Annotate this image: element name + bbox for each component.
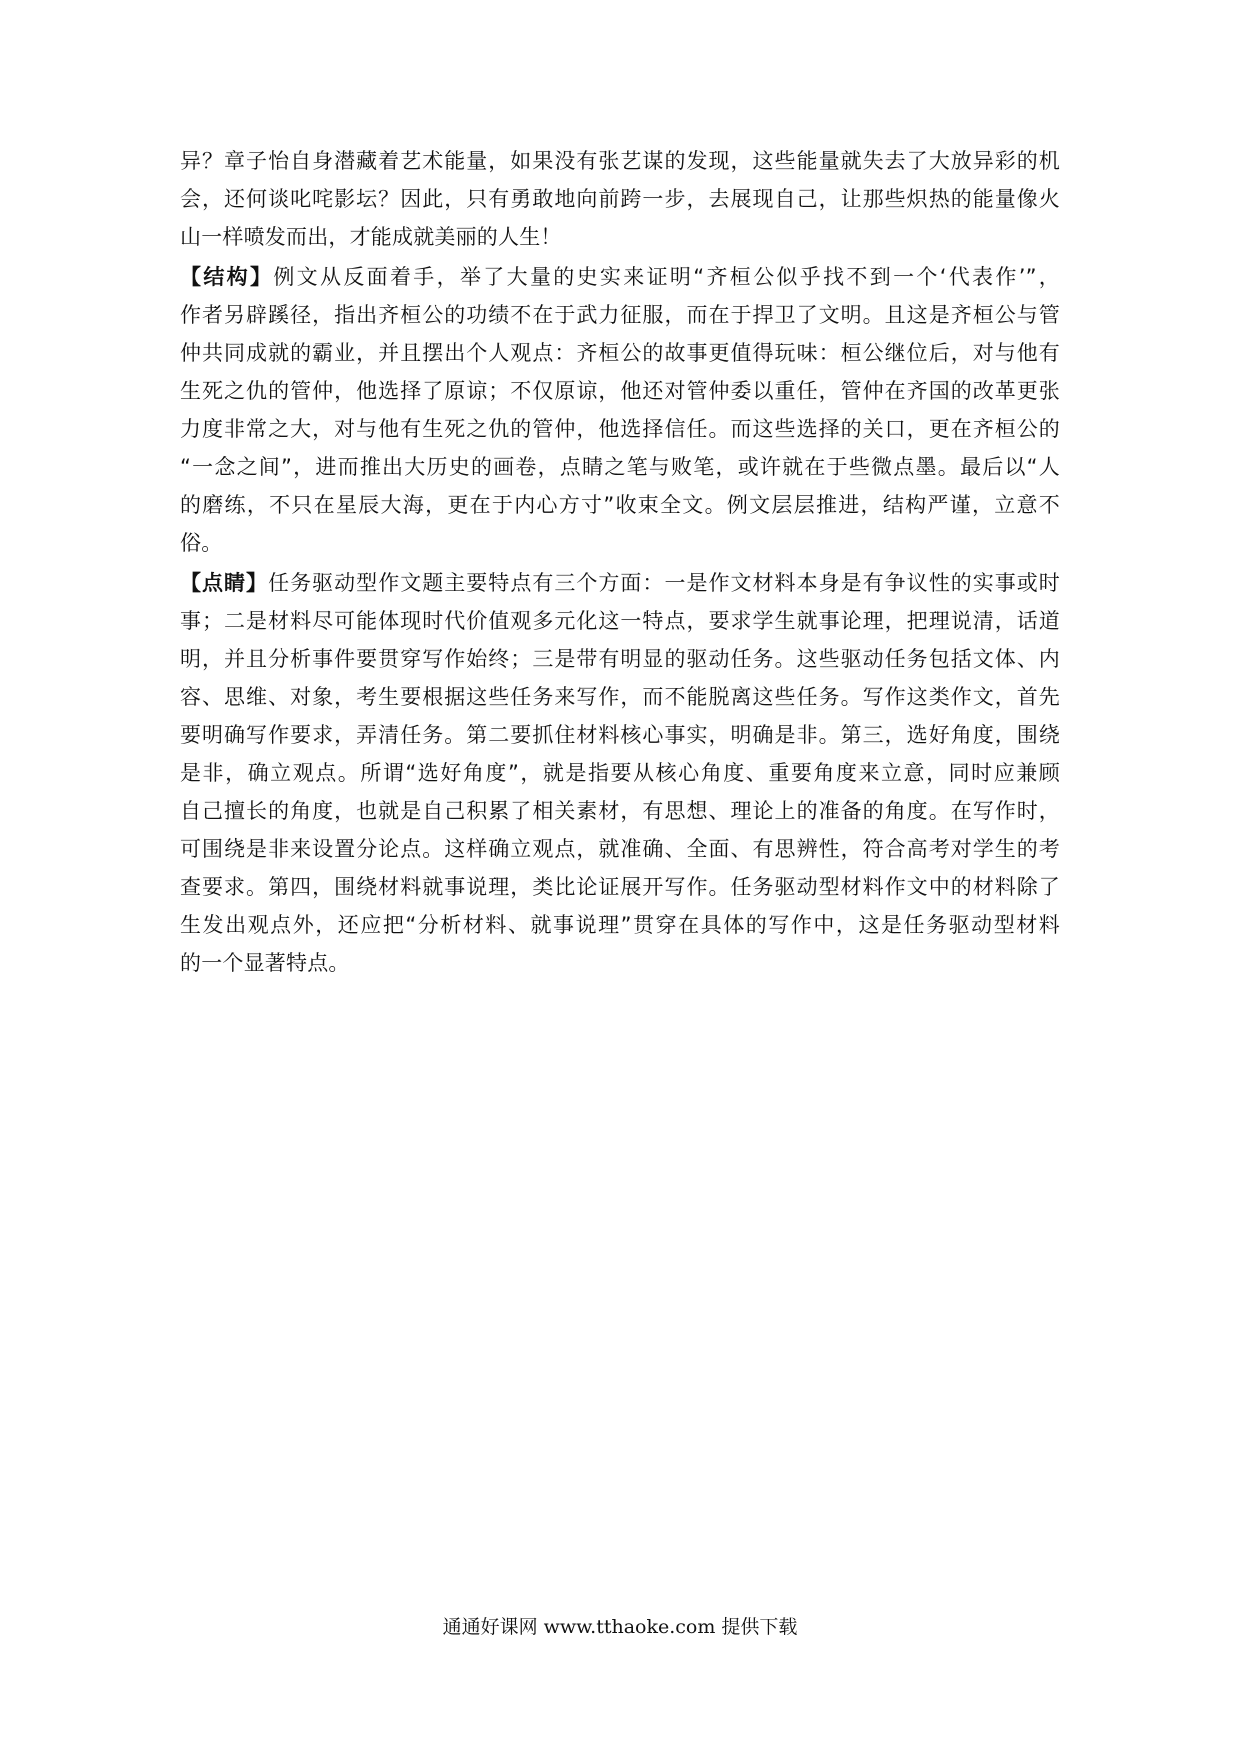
text-line: 的磨练，不只在星辰大海，更在于内心方寸”收束全文。例文层层推进，结构严谨，立意不 (180, 493, 1060, 517)
text-line: 可围绕是非来设置分论点。这样确立观点，就准确、全面、有思辨性，符合高考对学生的考 (180, 837, 1060, 861)
text-line: 查要求。第四，围绕材料就事说理，类比论证展开写作。任务驱动型材料作文中的材料除了 (180, 875, 1060, 899)
text-line: 仲共同成就的霸业，并且摆出个人观点：齐桓公的故事更值得玩味：桓公继位后，对与他有 (180, 341, 1060, 365)
text-line: 生死之仇的管仲，他选择了原谅；不仅原谅，他还对管仲委以重任，管仲在齐国的改革更张 (180, 379, 1060, 403)
paragraph-conclusion (180, 142, 1060, 256)
essay-text (180, 142, 1060, 982)
text-line: 作者另辟蹊径，指出齐桓公的功绩不在于武力征服，而在于捍卫了文明。且这是齐桓公与管 (180, 303, 1060, 327)
text-line: 的一个显著特点。 (180, 951, 350, 975)
text-line: 是非，确立观点。所谓“选好角度”，就是指要从核心角度、重要角度来立意，同时应兼顾 (180, 761, 1060, 785)
paragraph-highlight (180, 564, 1060, 982)
text-line: 生发出观点外，还应把“分析材料、就事说理”贯穿在具体的写作中，这是任务驱动型材料 (180, 913, 1060, 937)
section-label-structure: 【结构】 (180, 265, 274, 289)
text-line: 要明确写作要求，弄清任务。第二要抓住材料核心事实，明确是非。第三，选好角度，围绕 (180, 723, 1060, 747)
text-line: 事；二是材料尽可能体现时代价值观多元化这一特点，要求学生就事论理，把理说清，话道 (180, 609, 1060, 633)
text-line-rest: 例文从反面着手，举了大量的史实来证明“齐桓公似乎找不到一个‘代表作’”， (273, 265, 1060, 289)
page-footer: 通通好课网 www.tthaoke.com 提供下载 (442, 1616, 798, 1638)
text-line-rest: 任务驱动型作文题主要特点有三个方面：一是作文材料本身是有争议性的实事或时 (268, 571, 1060, 595)
text-line (180, 564, 1060, 602)
section-label-highlight: 【点睛】 (180, 571, 269, 595)
text-line: 异？章子怡自身潜藏着艺术能量，如果没有张艺谋的发现，这些能量就失去了大放异彩的机 (180, 149, 1060, 173)
text-line (180, 258, 1060, 296)
text-line: “一念之间”，进而推出大历史的画卷，点睛之笔与败笔，或许就在于些微点墨。最后以“人 (180, 455, 1060, 479)
text-line: 明，并且分析事件要贯穿写作始终；三是带有明显的驱动任务。这些驱动任务包括文体、内 (180, 647, 1060, 671)
paragraph-structure (180, 258, 1060, 562)
text-line: 山一样喷发而出，才能成就美丽的人生！ (180, 225, 562, 249)
text-line: 自己擅长的角度，也就是自己积累了相关素材，有思想、理论上的准备的角度。在写作时， (180, 799, 1060, 823)
text-line: 容、思维、对象，考生要根据这些任务来写作，而不能脱离这些任务。写作这类作文，首先 (180, 685, 1060, 709)
text-line: 俗。 (180, 531, 223, 555)
text-line: 力度非常之大，对与他有生死之仇的管仲，他选择信任。而这些选择的关口，更在齐桓公的 (180, 417, 1060, 441)
text-line: 会，还何谈叱咤影坛？因此，只有勇敢地向前跨一步，去展现自己，让那些炽热的能量像火 (180, 187, 1060, 211)
